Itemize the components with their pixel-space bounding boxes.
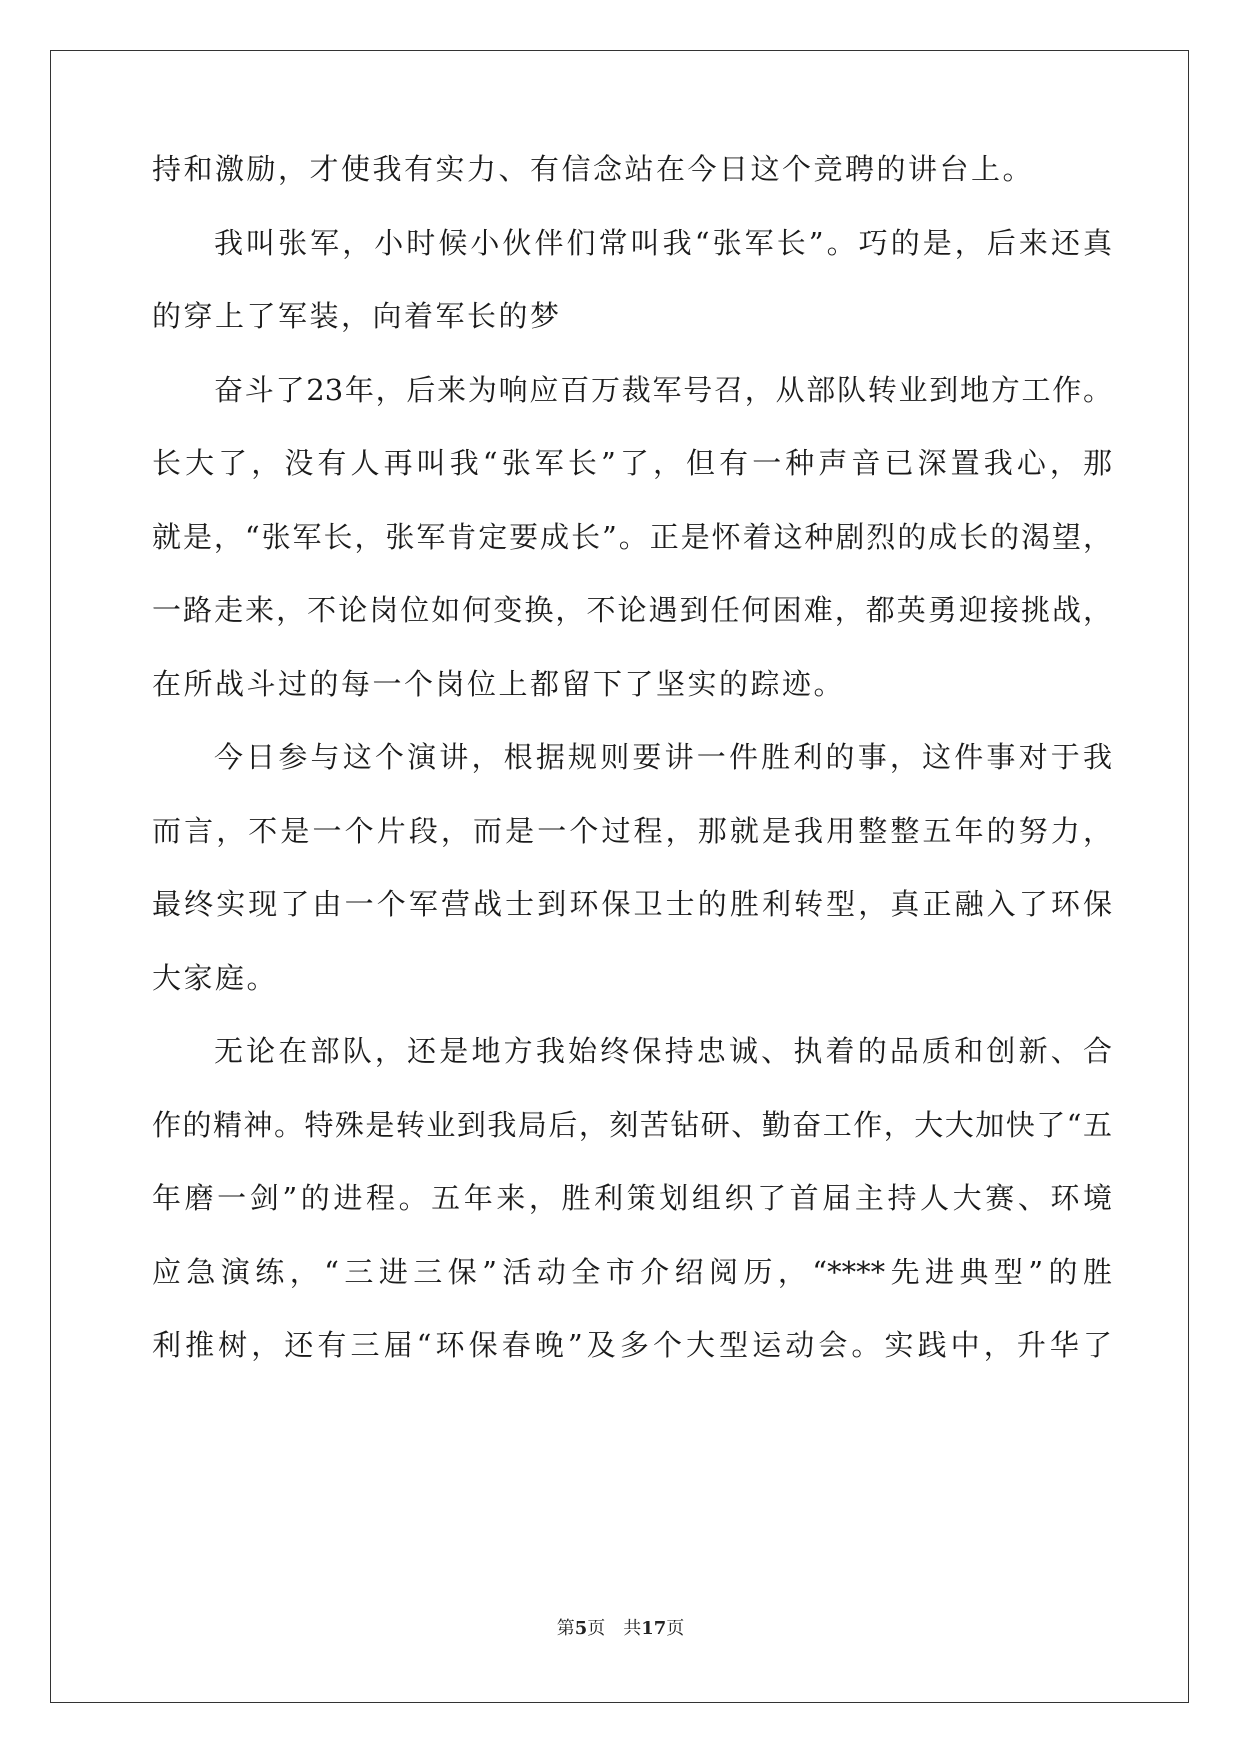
paragraph-start-line: 今日参与这个演讲，根据规则要讲一件胜利的事，这件事对于我 — [214, 740, 1112, 774]
text-line: 作的精神。特殊是转业到我局后，刻苦钻研、勤奋工作，大大加快了“五 — [152, 1108, 1112, 1142]
text-line: 在所战斗过的每一个岗位上都留下了坚实的踪迹。 — [152, 667, 846, 701]
paragraph-start-line: 奋斗了23年，后来为响应百万裁军号召，从部队转业到地方工作。 — [214, 373, 1112, 407]
total-suffix: 页 — [666, 1618, 685, 1639]
text-line: 长大了，没有人再叫我“张军长”了，但有一种声音已深置我心，那 — [152, 446, 1112, 480]
page-suffix: 页 — [587, 1618, 606, 1639]
text-line: 最终实现了由一个军营战士到环保卫士的胜利转型，真正融入了环保 — [152, 887, 1112, 921]
text-line: 年磨一剑”的进程。五年来，胜利策划组织了首届主持人大赛、环境 — [152, 1181, 1112, 1215]
current-page-number: 5 — [574, 1618, 588, 1639]
paragraph-start-line: 无论在部队，还是地方我始终保持忠诚、执着的品质和创新、合 — [214, 1034, 1112, 1068]
total-prefix: 共 — [623, 1618, 642, 1639]
text-line: 大家庭。 — [152, 961, 279, 995]
page-prefix: 第 — [556, 1618, 575, 1639]
text-line: 而言，不是一个片段，而是一个过程，那就是我用整整五年的努力， — [152, 814, 1112, 848]
page-number-footer — [0, 1617, 1241, 1641]
text-line: 的穿上了军装，向着军长的梦 — [152, 299, 562, 333]
text-line: 一路走来，不论岗位如何变换，不论遇到任何困难，都英勇迎接挑战， — [152, 593, 1112, 627]
text-line: 应急演练，“三进三保”活动全市介绍阅历，“****先进典型”的胜 — [152, 1255, 1112, 1289]
text-line: 就是，“张军长，张军肯定要成长”。正是怀着这种剧烈的成长的渴望， — [152, 520, 1112, 554]
paragraph-start-line: 我叫张军，小时候小伙伴们常叫我“张军长”。巧的是，后来还真 — [214, 226, 1112, 260]
total-page-number: 17 — [641, 1618, 667, 1639]
text-line: 利推树，还有三届“环保春晚”及多个大型运动会。实践中，升华了 — [152, 1328, 1112, 1362]
text-line: 持和激励，才使我有实力、有信念站在今日这个竞聘的讲台上。 — [152, 152, 1035, 186]
